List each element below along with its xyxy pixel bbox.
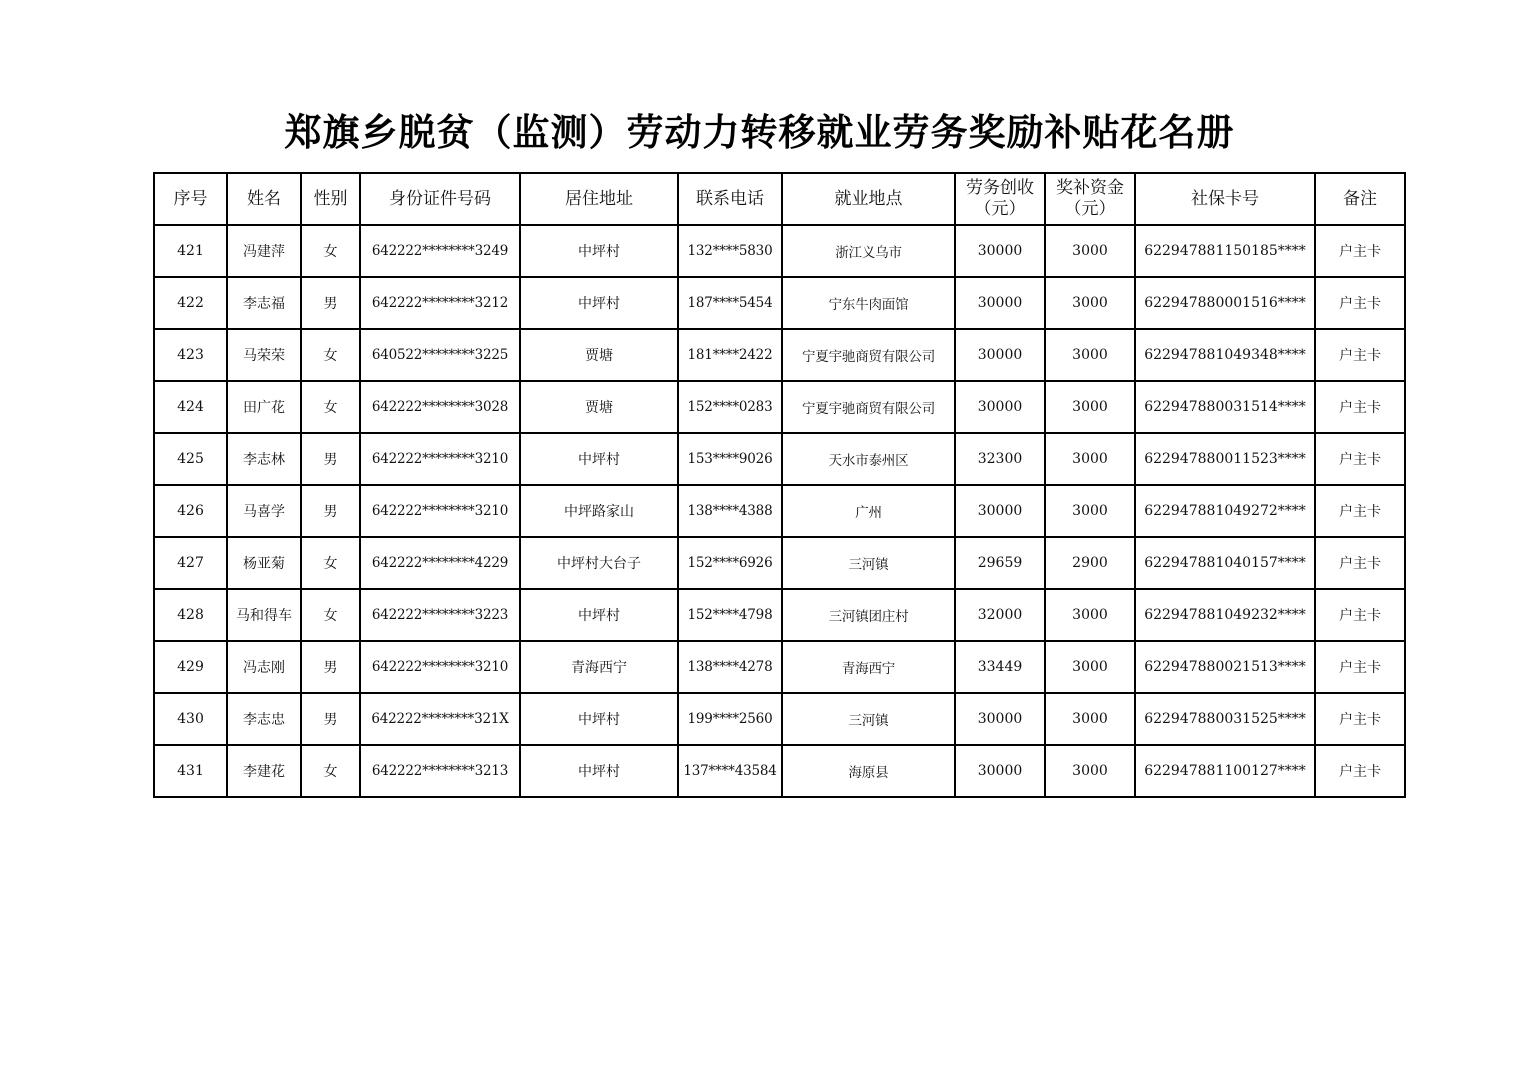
cell-work-location: 宁夏宇驰商贸有限公司 [782, 381, 955, 433]
cell-social-card: 622947880031525**** [1135, 693, 1315, 745]
cell-name: 田广花 [227, 381, 301, 433]
cell-gender: 男 [301, 641, 360, 693]
cell-gender: 女 [301, 589, 360, 641]
cell-gender: 女 [301, 537, 360, 589]
cell-index: 426 [154, 485, 227, 537]
table-row [154, 381, 1405, 433]
cell-address: 中坪村 [520, 589, 678, 641]
cell-labor-income: 33449 [955, 641, 1045, 693]
cell-remarks: 户主卡 [1315, 693, 1405, 745]
cell-index: 431 [154, 745, 227, 797]
cell-social-card: 622947880001516**** [1135, 277, 1315, 329]
cell-name: 李志忠 [227, 693, 301, 745]
cell-phone: 152****4798 [678, 589, 782, 641]
cell-phone: 137****43584 [678, 745, 782, 797]
cell-work-location: 三河镇 [782, 537, 955, 589]
cell-phone: 138****4278 [678, 641, 782, 693]
cell-remarks: 户主卡 [1315, 381, 1405, 433]
cell-work-location: 浙江义乌市 [782, 225, 955, 277]
col-header-gender: 性别 [301, 173, 360, 225]
cell-id-number: 642222********3212 [360, 277, 520, 329]
cell-remarks: 户主卡 [1315, 485, 1405, 537]
cell-phone: 181****2422 [678, 329, 782, 381]
cell-name: 冯志刚 [227, 641, 301, 693]
cell-subsidy: 3000 [1045, 433, 1135, 485]
cell-id-number: 642222********321X [360, 693, 520, 745]
cell-social-card: 622947881040157**** [1135, 537, 1315, 589]
cell-subsidy: 3000 [1045, 225, 1135, 277]
cell-social-card: 622947881049232**** [1135, 589, 1315, 641]
cell-id-number: 642222********3223 [360, 589, 520, 641]
cell-index: 427 [154, 537, 227, 589]
cell-gender: 女 [301, 225, 360, 277]
cell-social-card: 622947881150185**** [1135, 225, 1315, 277]
cell-work-location: 天水市泰州区 [782, 433, 955, 485]
cell-remarks: 户主卡 [1315, 277, 1405, 329]
cell-social-card: 622947881049272**** [1135, 485, 1315, 537]
cell-address: 中坪村 [520, 693, 678, 745]
cell-subsidy: 3000 [1045, 329, 1135, 381]
cell-gender: 女 [301, 329, 360, 381]
cell-labor-income: 30000 [955, 329, 1045, 381]
cell-work-location: 宁夏宇驰商贸有限公司 [782, 329, 955, 381]
cell-labor-income: 30000 [955, 277, 1045, 329]
cell-labor-income: 32000 [955, 589, 1045, 641]
cell-phone: 187****5454 [678, 277, 782, 329]
table-row [154, 485, 1405, 537]
table-row [154, 433, 1405, 485]
cell-subsidy: 3000 [1045, 745, 1135, 797]
table-row [154, 537, 1405, 589]
col-header-remarks: 备注 [1315, 173, 1405, 225]
cell-phone: 152****6926 [678, 537, 782, 589]
cell-address: 贾塘 [520, 329, 678, 381]
cell-index: 430 [154, 693, 227, 745]
cell-phone: 153****9026 [678, 433, 782, 485]
cell-subsidy: 2900 [1045, 537, 1135, 589]
cell-index: 428 [154, 589, 227, 641]
cell-labor-income: 30000 [955, 381, 1045, 433]
cell-name: 李志福 [227, 277, 301, 329]
cell-gender: 男 [301, 693, 360, 745]
cell-work-location: 三河镇 [782, 693, 955, 745]
cell-social-card: 622947881049348**** [1135, 329, 1315, 381]
cell-name: 冯建萍 [227, 225, 301, 277]
cell-id-number: 642222********3210 [360, 485, 520, 537]
cell-remarks: 户主卡 [1315, 537, 1405, 589]
cell-remarks: 户主卡 [1315, 433, 1405, 485]
cell-address: 中坪村 [520, 225, 678, 277]
cell-id-number: 642222********3028 [360, 381, 520, 433]
cell-phone: 138****4388 [678, 485, 782, 537]
cell-remarks: 户主卡 [1315, 225, 1405, 277]
table-row [154, 693, 1405, 745]
cell-social-card: 622947880011523**** [1135, 433, 1315, 485]
col-header-address: 居住地址 [520, 173, 678, 225]
cell-remarks: 户主卡 [1315, 641, 1405, 693]
cell-index: 422 [154, 277, 227, 329]
cell-work-location: 海原县 [782, 745, 955, 797]
cell-labor-income: 30000 [955, 693, 1045, 745]
table-row [154, 329, 1405, 381]
col-header-labor-income: 劳务创收（元） [955, 173, 1045, 225]
cell-name: 李建花 [227, 745, 301, 797]
cell-subsidy: 3000 [1045, 589, 1135, 641]
cell-phone: 132****5830 [678, 225, 782, 277]
cell-gender: 男 [301, 485, 360, 537]
cell-labor-income: 30000 [955, 225, 1045, 277]
col-header-work-location: 就业地点 [782, 173, 955, 225]
cell-id-number: 642222********3210 [360, 433, 520, 485]
cell-name: 杨亚菊 [227, 537, 301, 589]
cell-work-location: 三河镇团庄村 [782, 589, 955, 641]
cell-index: 424 [154, 381, 227, 433]
cell-work-location: 广州 [782, 485, 955, 537]
cell-address: 贾塘 [520, 381, 678, 433]
cell-name: 马荣荣 [227, 329, 301, 381]
cell-name: 马和得车 [227, 589, 301, 641]
cell-address: 中坪村大台子 [520, 537, 678, 589]
cell-social-card: 622947880021513**** [1135, 641, 1315, 693]
header-row [154, 173, 1405, 225]
col-header-name: 姓名 [227, 173, 301, 225]
cell-social-card: 622947881100127**** [1135, 745, 1315, 797]
cell-subsidy: 3000 [1045, 485, 1135, 537]
cell-labor-income: 30000 [955, 485, 1045, 537]
col-header-social-card: 社保卡号 [1135, 173, 1315, 225]
cell-work-location: 宁东牛肉面馆 [782, 277, 955, 329]
cell-id-number: 642222********3249 [360, 225, 520, 277]
cell-remarks: 户主卡 [1315, 745, 1405, 797]
cell-labor-income: 30000 [955, 745, 1045, 797]
cell-labor-income: 29659 [955, 537, 1045, 589]
table-body [154, 225, 1405, 797]
cell-subsidy: 3000 [1045, 693, 1135, 745]
cell-id-number: 640522********3225 [360, 329, 520, 381]
cell-work-location: 青海西宁 [782, 641, 955, 693]
cell-index: 423 [154, 329, 227, 381]
table-row [154, 225, 1405, 277]
col-header-phone: 联系电话 [678, 173, 782, 225]
cell-gender: 男 [301, 277, 360, 329]
cell-name: 李志林 [227, 433, 301, 485]
cell-address: 中坪村 [520, 745, 678, 797]
col-header-id-number: 身份证件号码 [360, 173, 520, 225]
table-row [154, 277, 1405, 329]
page-title: 郑旗乡脱贫（监测）劳动力转移就业劳务奖励补贴花名册 [284, 110, 1235, 154]
cell-phone: 152****0283 [678, 381, 782, 433]
cell-social-card: 622947880031514**** [1135, 381, 1315, 433]
cell-id-number: 642222********3210 [360, 641, 520, 693]
cell-index: 425 [154, 433, 227, 485]
table-row [154, 589, 1405, 641]
cell-address: 青海西宁 [520, 641, 678, 693]
cell-remarks: 户主卡 [1315, 589, 1405, 641]
cell-id-number: 642222********3213 [360, 745, 520, 797]
cell-gender: 女 [301, 381, 360, 433]
cell-gender: 男 [301, 433, 360, 485]
roster-table [153, 172, 1406, 798]
cell-remarks: 户主卡 [1315, 329, 1405, 381]
col-header-index: 序号 [154, 173, 227, 225]
cell-gender: 女 [301, 745, 360, 797]
cell-id-number: 642222********4229 [360, 537, 520, 589]
table-row [154, 641, 1405, 693]
cell-index: 421 [154, 225, 227, 277]
cell-phone: 199****2560 [678, 693, 782, 745]
cell-address: 中坪村 [520, 277, 678, 329]
cell-name: 马喜学 [227, 485, 301, 537]
cell-subsidy: 3000 [1045, 641, 1135, 693]
cell-labor-income: 32300 [955, 433, 1045, 485]
col-header-subsidy: 奖补资金（元） [1045, 173, 1135, 225]
cell-subsidy: 3000 [1045, 277, 1135, 329]
cell-subsidy: 3000 [1045, 381, 1135, 433]
table-row [154, 745, 1405, 797]
cell-index: 429 [154, 641, 227, 693]
table-header [154, 173, 1405, 225]
cell-address: 中坪路家山 [520, 485, 678, 537]
cell-address: 中坪村 [520, 433, 678, 485]
